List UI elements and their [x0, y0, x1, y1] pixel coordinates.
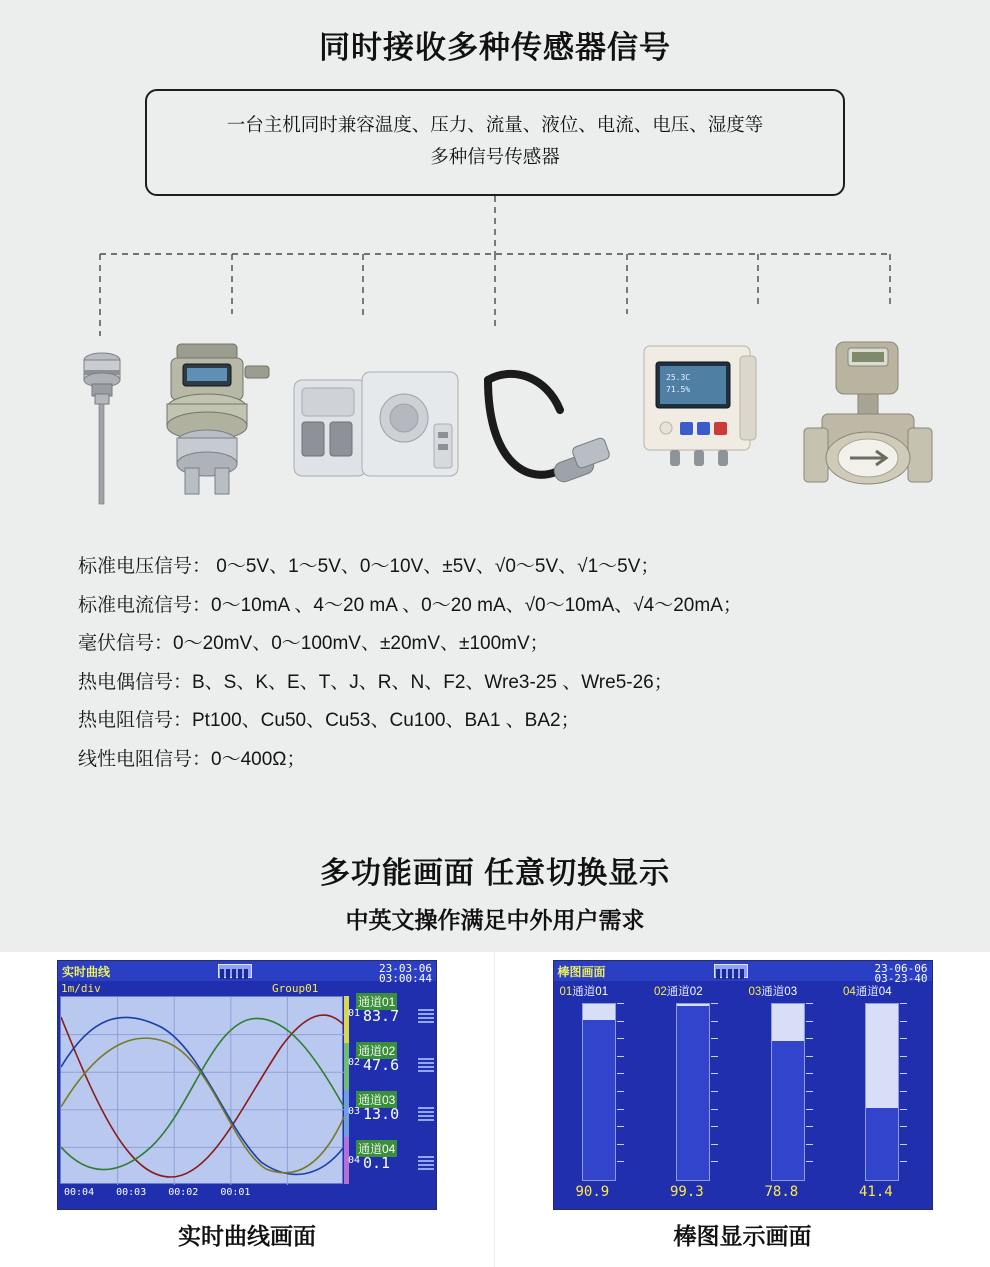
channel-readout[interactable]: [348, 1140, 436, 1182]
bar-ticks: [711, 1003, 721, 1181]
channel-value: 47.6: [363, 1056, 400, 1074]
curve-plot: [60, 996, 343, 1184]
screen-bar-graph[interactable]: [553, 960, 933, 1210]
bar-name: 通道02: [666, 986, 703, 998]
spec-line-thermocouple: 热电偶信号：B、S、K、E、T、J、R、N、F2、Wre3-25 、Wre5-26；: [78, 671, 673, 693]
screen-date-label: 23-06-06: [874, 962, 928, 975]
bar-track: [582, 1003, 616, 1181]
axis-time-label: 00:02: [168, 1187, 199, 1198]
svg-text:71.5%: 71.5%: [666, 385, 691, 394]
temperature-probe-image: [62, 348, 142, 508]
spec-line-rtd: 热电阻信号：Pt100、Cu50、Cu53、Cu100、BA1 、BA2；: [78, 710, 580, 732]
spec-line-millivolt: 毫伏信号：0～20mV、0～100mV、±20mV、±100mV；: [78, 633, 549, 655]
bar-ticks: [806, 1003, 816, 1181]
channel-name: 通道03: [358, 1093, 396, 1107]
section-2-subtitle: 中英文操作满足中外用户需求: [345, 907, 645, 933]
axis-time-label: 00:04: [64, 1187, 95, 1198]
axis-time-label: 00:03: [116, 1187, 147, 1198]
channel-name: 通道04: [358, 1142, 396, 1156]
compatibility-callout: [145, 89, 845, 196]
bar-header: [554, 983, 649, 999]
spec-line-resistance: 线性电阻信号：0～400Ω；: [78, 748, 306, 770]
bar-value: 41.4: [859, 1184, 893, 1200]
bar-column: [648, 1003, 743, 1181]
wall-transmitter-image: [636, 340, 766, 488]
bar-index: 01: [559, 986, 573, 998]
screen-mode-icon: [218, 964, 252, 978]
spec-line-current: 标准电流信号：0～10mA 、4～20 mA 、0～20 mA、√0～10mA、√4～20mA；: [78, 594, 742, 616]
channel-value: 13.0: [363, 1105, 400, 1123]
screen-realtime-curve[interactable]: [57, 960, 437, 1210]
bar-fill: [677, 1006, 709, 1180]
bar-index: 04: [843, 986, 856, 998]
bar-fill: [772, 1041, 804, 1180]
flow-meter-image: [792, 336, 942, 496]
pressure-transmitter-image: [145, 338, 275, 503]
bar-name: 通道03: [761, 986, 798, 998]
channel-name: 通道01: [358, 995, 396, 1009]
channel-bar-icon: [418, 1156, 434, 1172]
page-title: 同时接收多种传感器信号: [319, 30, 671, 65]
bar-ticks: [617, 1003, 627, 1181]
callout-line-2: 多种信号传感器: [430, 146, 560, 168]
bar-index: 03: [748, 986, 762, 998]
bar-index: 02: [654, 986, 667, 998]
bar-column: [554, 1003, 649, 1181]
screen-date-label: 23-03-06: [379, 962, 432, 975]
bar-track: [676, 1003, 710, 1181]
channel-readout[interactable]: [348, 993, 436, 1035]
channel-readout[interactable]: [348, 1042, 436, 1084]
screen-time-label: 03:00:44: [379, 972, 432, 985]
bar-value: 99.3: [670, 1184, 704, 1200]
spec-line-voltage: 标准电压信号： 0～5V、1～5V、0～10V、±5V、√0～5V、√1～5V；: [78, 556, 660, 577]
channel-bar-icon: [418, 1058, 434, 1074]
channel-bar-icon: [418, 1107, 434, 1123]
panel-caption-bar: 棒图显示画面: [673, 1223, 812, 1249]
bar-header: [837, 983, 932, 999]
bar-header: [648, 983, 743, 999]
level-sensor-image: [478, 362, 613, 494]
bar-value: 90.9: [575, 1184, 610, 1200]
panel-realtime-curve: [0, 952, 495, 1267]
channel-readout[interactable]: [348, 1091, 436, 1133]
bar-name: 通道04: [855, 986, 892, 998]
bar-headers: [554, 983, 932, 999]
section-2-title: 多功能画面 任意切换显示: [319, 857, 671, 890]
bar-fill: [866, 1108, 898, 1180]
bar-column: [837, 1003, 932, 1181]
bar-area: [554, 981, 932, 1210]
curve-group-label: Group01: [272, 982, 319, 995]
current-transformer-image: [288, 362, 468, 492]
panel-caption-curve: 实时曲线画面: [178, 1223, 316, 1249]
screen-time-label: 03-23-40: [874, 972, 928, 985]
bar-value: 78.8: [764, 1184, 799, 1200]
channel-value: 0.1: [363, 1154, 391, 1172]
screen-title-label: 棒图画面: [557, 965, 606, 979]
bar-fill: [583, 1020, 615, 1180]
curve-plot-svg: [61, 997, 344, 1185]
bar-track: [865, 1003, 899, 1181]
bar-track: [771, 1003, 805, 1181]
screen-title-label: 实时曲线: [62, 965, 111, 979]
product-image-row: [0, 330, 990, 510]
callout-line-1: 一台主机同时兼容温度、压力、流量、液位、电流、电压、湿度等: [226, 114, 764, 135]
connector-diagram: [0, 196, 990, 346]
channel-value: 83.7: [363, 1007, 400, 1025]
screen-mode-icon: [714, 964, 748, 978]
curve-scale-label: 1m/div: [61, 982, 101, 995]
channel-bar-icon: [418, 1009, 434, 1025]
channel-index: 02: [348, 1057, 361, 1068]
bar-header: [743, 983, 838, 999]
panel-bar-graph: [495, 952, 990, 1267]
channel-readout-panel: [348, 993, 436, 1193]
bar-name: 通道01: [572, 986, 609, 998]
bar-columns: [554, 1003, 932, 1181]
svg-text:25.3C: 25.3C: [666, 373, 691, 382]
channel-name: 通道02: [358, 1044, 396, 1058]
channel-index: 04: [348, 1155, 361, 1166]
bar-value-row: [554, 1184, 932, 1200]
bar-ticks: [900, 1003, 910, 1181]
axis-time-label: 00:01: [220, 1187, 251, 1198]
channel-index: 03: [348, 1106, 361, 1117]
bar-column: [743, 1003, 838, 1181]
signal-spec-list: [78, 548, 928, 779]
channel-index: 01: [348, 1008, 361, 1019]
curve-area: [58, 981, 436, 1210]
screen-panels: [0, 952, 990, 1267]
curve-axis-times: [64, 1187, 344, 1198]
